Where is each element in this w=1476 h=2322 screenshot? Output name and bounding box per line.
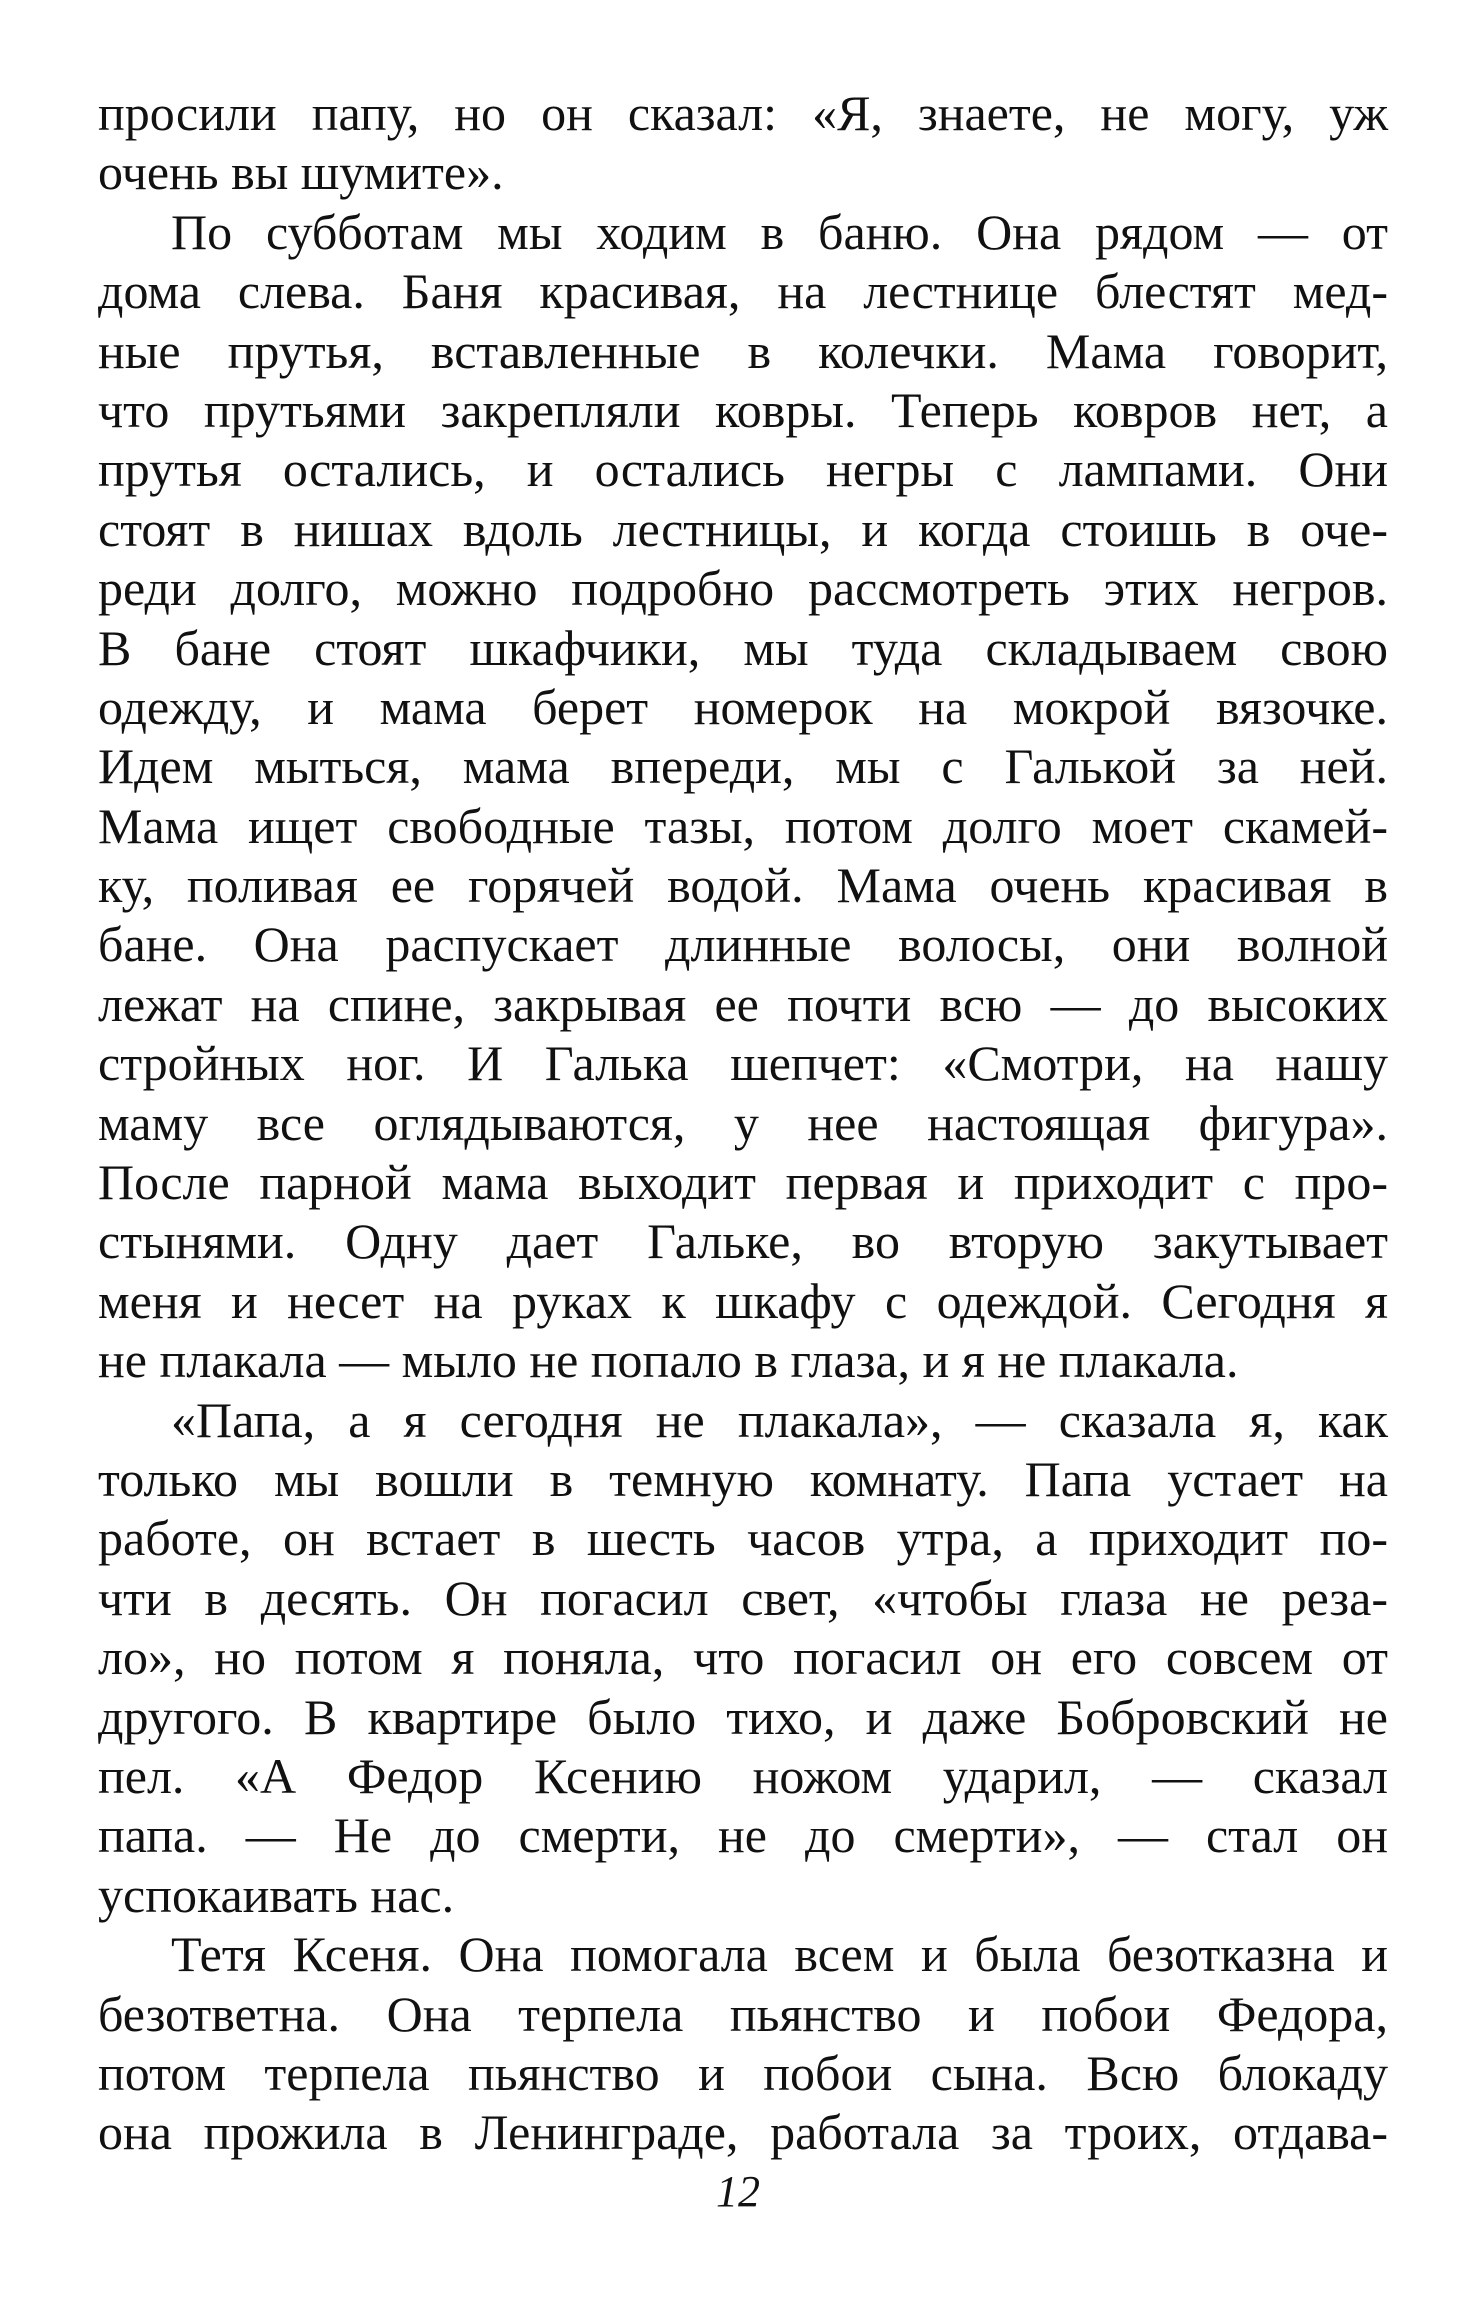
text-line: ку, поливая ее горячей водой. Мама очень красивая в — [98, 857, 1388, 914]
text-line: прутья остались, и остались негры с лампами. Они — [98, 441, 1388, 498]
text-line: Тетя Ксеня. Она помогала всем и была безотказна и — [171, 1926, 1388, 1983]
text-line: стоят в нишах вдоль лестницы, и когда стоишь в оче- — [98, 500, 1388, 557]
text-line: только мы вошли в темную комнату. Папа устает на — [98, 1450, 1388, 1507]
text-line: чти в десять. Он погасил свет, «чтобы глаза не реза- — [98, 1569, 1388, 1626]
text-line: одежду, и мама берет номерок на мокрой вязочке. — [98, 678, 1388, 735]
text-line: потом терпела пьянство и побои сына. Всю блокаду — [98, 2044, 1388, 2101]
text-line: В бане стоят шкафчики, мы туда складываем свою — [98, 619, 1388, 676]
body-text — [98, 84, 1388, 2163]
text-line: По субботам мы ходим в баню. Она рядом — от — [171, 203, 1388, 260]
text-line: дома слева. Баня красивая, на лестнице блестят мед- — [98, 263, 1388, 320]
text-line: другого. В квартире было тихо, и даже Бобровский не — [98, 1688, 1388, 1745]
text-line: маму все оглядываются, у нее настоящая фигура». — [98, 1094, 1388, 1151]
text-line: не плакала — мыло не попало в глаза, и я не плакала. — [98, 1332, 1239, 1389]
paragraph — [98, 84, 1388, 203]
text-line: безответна. Она терпела пьянство и побои Федора, — [98, 1985, 1388, 2042]
text-line: что прутьями закрепляли ковры. Теперь ковров нет, а — [98, 381, 1388, 438]
text-line: папа. — Не до смерти, не до смерти», — стал он — [98, 1807, 1388, 1864]
text-line: просили папу, но он сказал: «Я, знаете, не могу, уж — [98, 85, 1388, 141]
text-line: стынями. Одну дает Гальке, во вторую закутывает — [98, 1213, 1388, 1270]
text-line: Мама ищет свободные тазы, потом долго моет скамей- — [98, 797, 1388, 854]
text-line: стройных ног. И Галька шепчет: «Смотри, на нашу — [98, 1035, 1388, 1092]
page-number: 12 — [716, 2167, 760, 2216]
text-line: она прожила в Ленинграде, работала за троих, отдава- — [98, 2104, 1388, 2161]
paragraph — [98, 203, 1388, 1391]
text-line: «Папа, а я сегодня не плакала», — сказала я, как — [171, 1391, 1388, 1448]
text-line: пел. «А Федор Ксению ножом ударил, — сказал — [98, 1747, 1388, 1804]
paragraph — [98, 1391, 1388, 1926]
text-line: Идем мыться, мама впереди, мы с Галькой за ней. — [98, 738, 1388, 795]
text-line: После парной мама выходит первая и приходит с про- — [98, 1154, 1388, 1211]
text-line: реди долго, можно подробно рассмотреть этих негров. — [98, 560, 1388, 617]
paragraph — [98, 1925, 1388, 2163]
text-line: ные прутья, вставленные в колечки. Мама говорит, — [98, 322, 1388, 379]
text-line: успокаивать нас. — [98, 1866, 455, 1923]
text-line: меня и несет на руках к шкафу с одеждой. Сегодня я — [98, 1272, 1388, 1329]
text-line: ло», но потом я поняла, что погасил он его совсем от — [98, 1629, 1388, 1686]
text-line: бане. Она распускает длинные волосы, они волной — [98, 916, 1388, 973]
text-line: работе, он встает в шесть часов утра, а приходит по- — [98, 1510, 1388, 1567]
text-line: лежат на спине, закрывая ее почти всю — до высоких — [98, 975, 1388, 1032]
text-line: очень вы шумите». — [98, 144, 504, 201]
